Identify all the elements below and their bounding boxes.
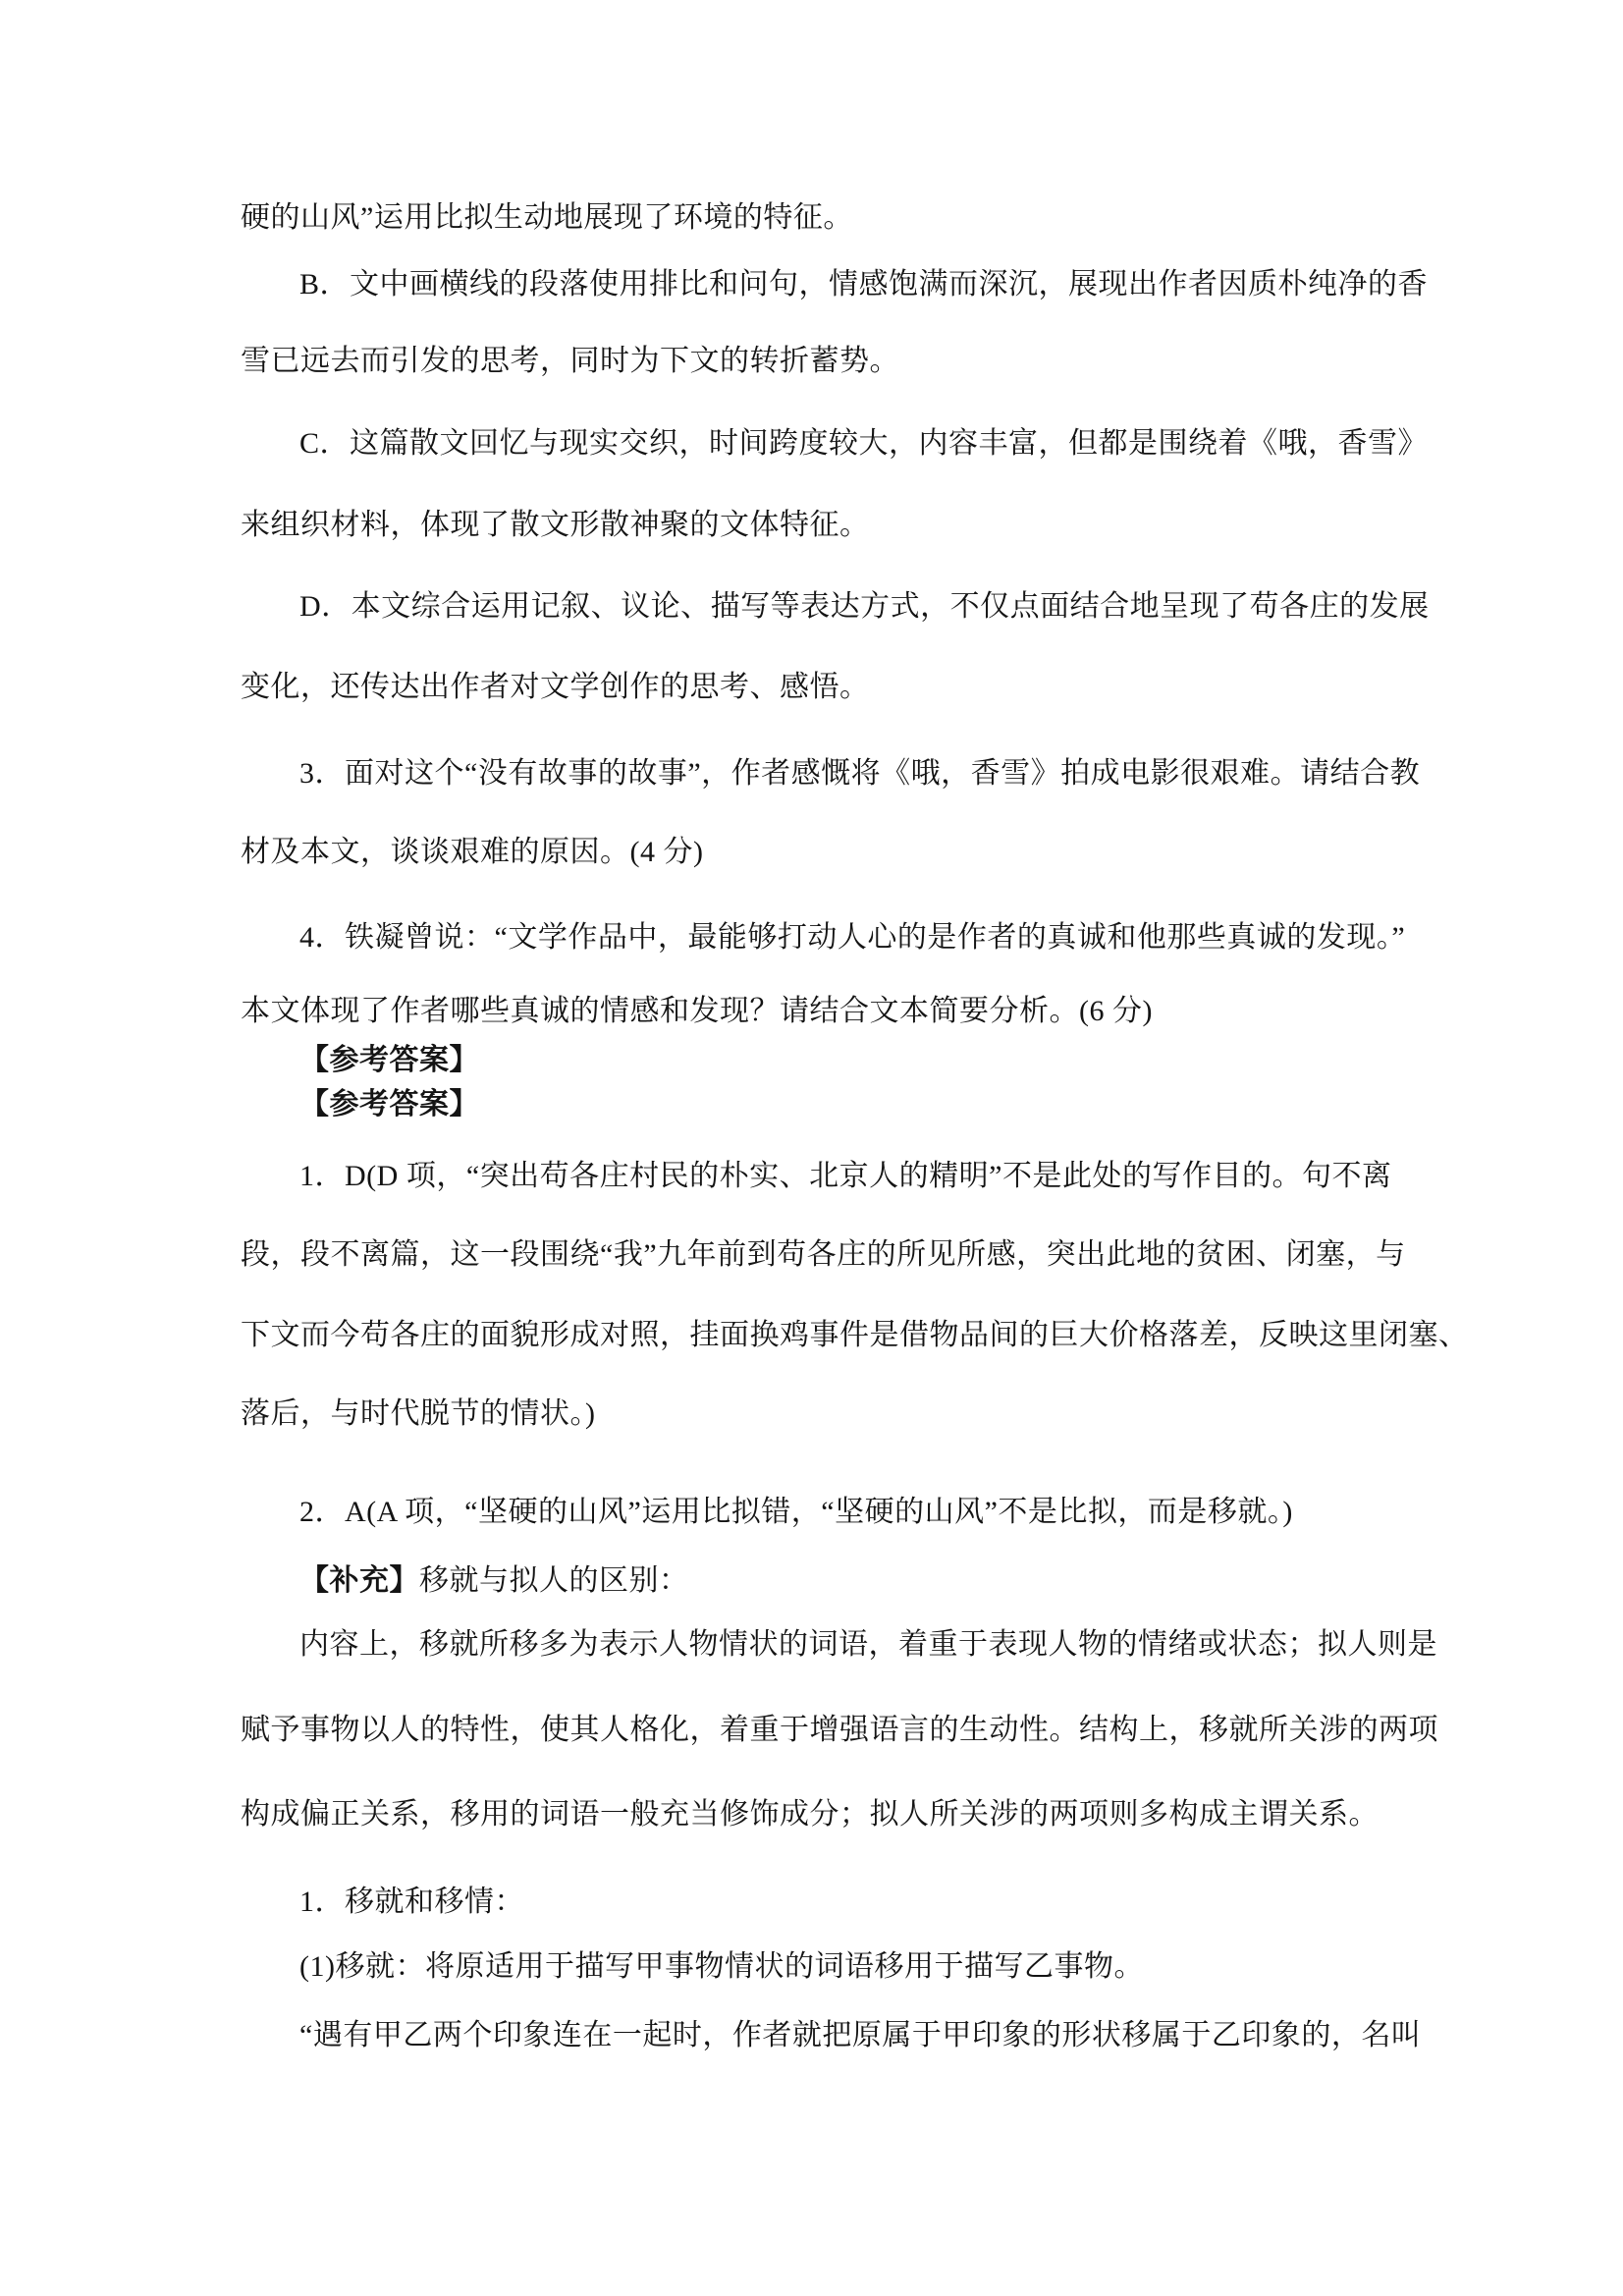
reference-answer-heading: 【参考答案】 [299,1044,479,1076]
supplement-label: 【补充】 [299,1564,419,1597]
document-text-block [241,0,1478,2050]
text-line: 构成偏正关系，移用的词语一般充当修饰成分；拟人所关涉的两项则多构成主谓关系。 [241,1798,1379,1831]
text-line: 下文而今苟各庄的面貌形成对照，挂面换鸡事件是借物品间的巨大价格落差，反映这里闭塞、 [241,1319,1469,1351]
text-line: 段，段不离篇，这一段围绕“我”九年前到苟各庄的所见所感，突出此地的贫困、闭塞，与 [241,1238,1406,1271]
text-line-option-b: B．文中画横线的段落使用排比和问句，情感饱满而深沉，展现出作者因质朴纯净的香 [299,268,1429,301]
text-line: 硬的山风”运用比拟生动地展现了环境的特征。 [241,201,853,234]
text-line: 赋予事物以人的特性，使其人格化，着重于增强语言的生动性。结构上，移就所关涉的两项 [241,1714,1438,1746]
text-line: 来组织材料，体现了散文形散神聚的文体特征。 [241,509,870,541]
text-line: (1)移就：将原适用于描写甲事物情状的词语移用于描写乙事物。 [299,1950,1144,1983]
text-line-option-c: C．这篇散文回忆与现实交织，时间跨度较大，内容丰富，但都是围绕着《哦，香雪》 [299,427,1429,460]
text-line: 材及本文，谈谈艰难的原因。(4 分) [241,836,704,868]
text-line: 雪已远去而引发的思考，同时为下文的转折蓄势。 [241,345,899,377]
text-line-answer-1: 1．D(D 项，“突出苟各庄村民的朴实、北京人的精明”不是此处的写作目的。句不离 [299,1160,1392,1192]
text-line-option-d: D．本文综合运用记叙、议论、描写等表达方式，不仅点面结合地呈现了苟各庄的发展 [299,590,1430,623]
text-line-question-4: 4．铁凝曾说：“文学作品中，最能够打动人心的是作者的真诚和他那些真诚的发现。” [299,921,1406,954]
text-line: 1．移就和移情： [299,1886,524,1918]
supplement-text: 移就与拟人的区别： [419,1564,689,1597]
text-line-question-3: 3．面对这个“没有故事的故事”，作者感慨将《哦，香雪》拍成电影很艰难。请结合教 [299,757,1421,790]
text-line: “遇有甲乙两个印象连在一起时，作者就把原属于甲印象的形状移属于乙印象的，名叫 [299,2019,1422,2051]
text-line: 内容上，移就所移多为表示人物情状的词语，着重于表现人物的情绪或状态；拟人则是 [299,1628,1437,1661]
reference-answer-heading: 【参考答案】 [299,1088,479,1121]
text-line-supplement [241,1566,1478,1596]
text-line: 变化，还传达出作者对文学创作的思考、感悟。 [241,671,870,703]
text-line: 本文体现了作者哪些真诚的情感和发现？请结合文本简要分析。(6 分) [241,995,1153,1027]
text-line-answer-2: 2．A(A 项，“坚硬的山风”运用比拟错，“坚硬的山风”不是比拟，而是移就。) [299,1496,1293,1528]
text-line: 落后，与时代脱节的情状。) [241,1397,596,1430]
